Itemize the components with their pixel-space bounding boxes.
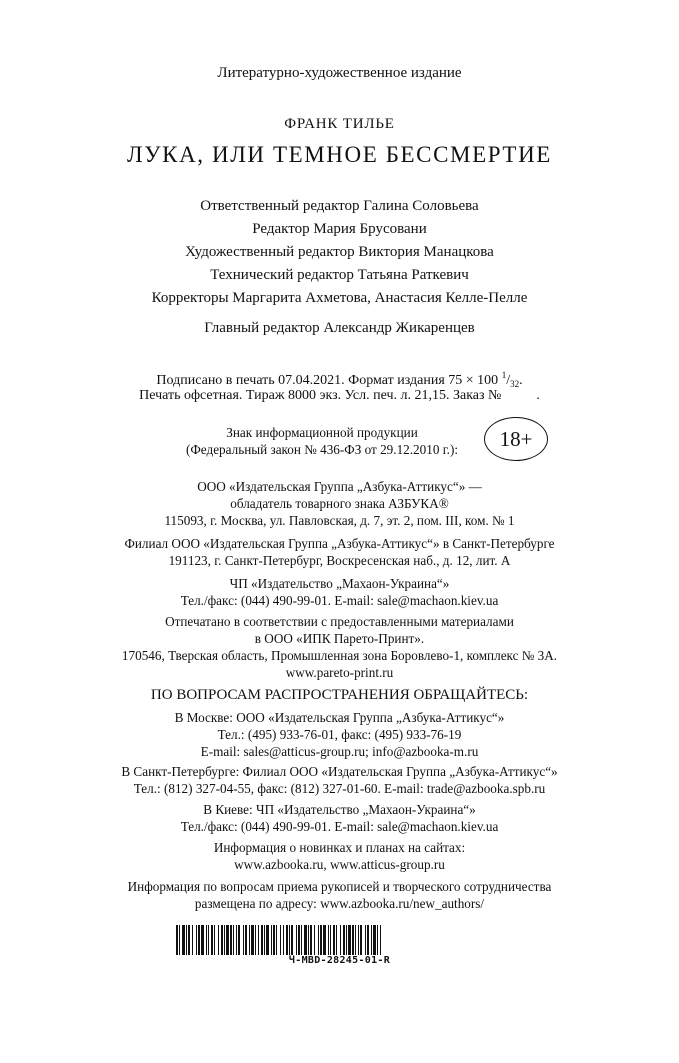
age-rating-badge: 18+ [484, 417, 548, 461]
printer-line: www.pareto-print.ru [285, 665, 394, 680]
publisher-line: ООО «Издательская Группа „Азбука-Аттикус“» — [197, 479, 482, 494]
format-fraction-slash: / [506, 373, 511, 388]
editor-line: Ответственный редактор Галина Соловьева [200, 198, 479, 214]
editor-line: Корректоры Маргарита Ахметова, Анастасия Келле-Пелле [151, 290, 528, 306]
branch-spb-line: 191123, г. Санкт-Петербург, Воскресенская наб., д. 12, лит. А [168, 553, 511, 568]
format-fraction-denominator: 32 [510, 379, 520, 389]
age-sign-label: Знак информационной продукции [226, 425, 418, 440]
age-sign-law: (Федеральный закон № 436-ФЗ от 29.12.2010 г.): [186, 442, 458, 457]
print-info-end: . [519, 373, 523, 388]
moscow-line: В Москве: ООО «Издательская Группа „Азбука-Аттикус“» [174, 710, 505, 725]
distribution-heading: ПО ВОПРОСАМ РАСПРОСТРАНЕНИЯ ОБРАЩАЙТЕСЬ: [150, 687, 529, 703]
printer-line: в ООО «ИПК Парето-Принт». [254, 631, 425, 646]
ukraine-line: ЧП «Издательство „Махаон-Украина“» [229, 576, 450, 591]
news-info-line: Информация о новинках и планах на сайтах: [213, 840, 466, 855]
spb-line: В Санкт-Петербурге: Филиал ООО «Издательская Группа „Азбука-Аттикус“» [121, 764, 558, 779]
kiev-line: В Киеве: ЧП «Издательство „Махаон-Украина“» [203, 802, 476, 817]
chief-editor: Главный редактор Александр Жикаренцев [204, 320, 475, 336]
edition-type: Литературно-художественное издание [217, 65, 462, 81]
news-info-line: www.azbooka.ru, www.atticus-group.ru [234, 857, 445, 872]
book-title: ЛУКА, ИЛИ ТЕМНОЕ БЕССМЕРТИЕ [127, 142, 552, 167]
barcode-number: Ч-MBD-28245-01-R [288, 955, 391, 966]
author-name: ФРАНК ТИЛЬЕ [284, 116, 395, 132]
branch-spb-line: Филиал ООО «Издательская Группа „Азбука-Аттикус“» в Санкт-Петербурге [124, 536, 555, 551]
print-info-line-2: Печать офсетная. Тираж 8000 экз. Усл. печ. л. 21,15. Заказ № . [139, 388, 540, 403]
printer-line: 170546, Тверская область, Промышленная зона Боровлево-1, комплекс № 3А. [121, 648, 558, 663]
print-info-text: Подписано в печать 07.04.2021. Формат издания 75 × 100 [156, 373, 502, 388]
editor-line: Редактор Мария Брусовани [252, 221, 427, 237]
manuscripts-info-line: размещена по адресу: www.azbooka.ru/new_authors/ [194, 896, 485, 911]
kiev-line: Тел./факс: (044) 490-99-01. E-mail: sale@machaon.kiev.ua [180, 819, 499, 834]
editor-line: Художественный редактор Виктория Манацкова [185, 244, 494, 260]
printer-line: Отпечатано в соответствии с предоставленными материалами [165, 614, 514, 629]
spb-line: Тел.: (812) 327-04-55, факс: (812) 327-01-60. E-mail: trade@azbooka.spb.ru [133, 781, 546, 796]
publisher-line: 115093, г. Москва, ул. Павловская, д. 7, эт. 2, пом. III, ком. № 1 [164, 513, 515, 528]
moscow-line: Тел.: (495) 933-76-01, факс: (495) 933-76-19 [217, 727, 462, 742]
ukraine-line: Тел./факс: (044) 490-99-01. E-mail: sale@machaon.kiev.ua [180, 593, 499, 608]
moscow-line: E-mail: sales@atticus-group.ru; info@azbooka-m.ru [200, 744, 479, 759]
format-fraction-numerator: 1 [501, 370, 507, 380]
manuscripts-info-line: Информация по вопросам приема рукописей и творческого сотрудничества [127, 879, 552, 894]
editor-line: Технический редактор Татьяна Раткевич [210, 267, 469, 283]
publisher-line: обладатель товарного знака АЗБУКА® [230, 496, 449, 511]
barcode-icon [176, 925, 382, 955]
